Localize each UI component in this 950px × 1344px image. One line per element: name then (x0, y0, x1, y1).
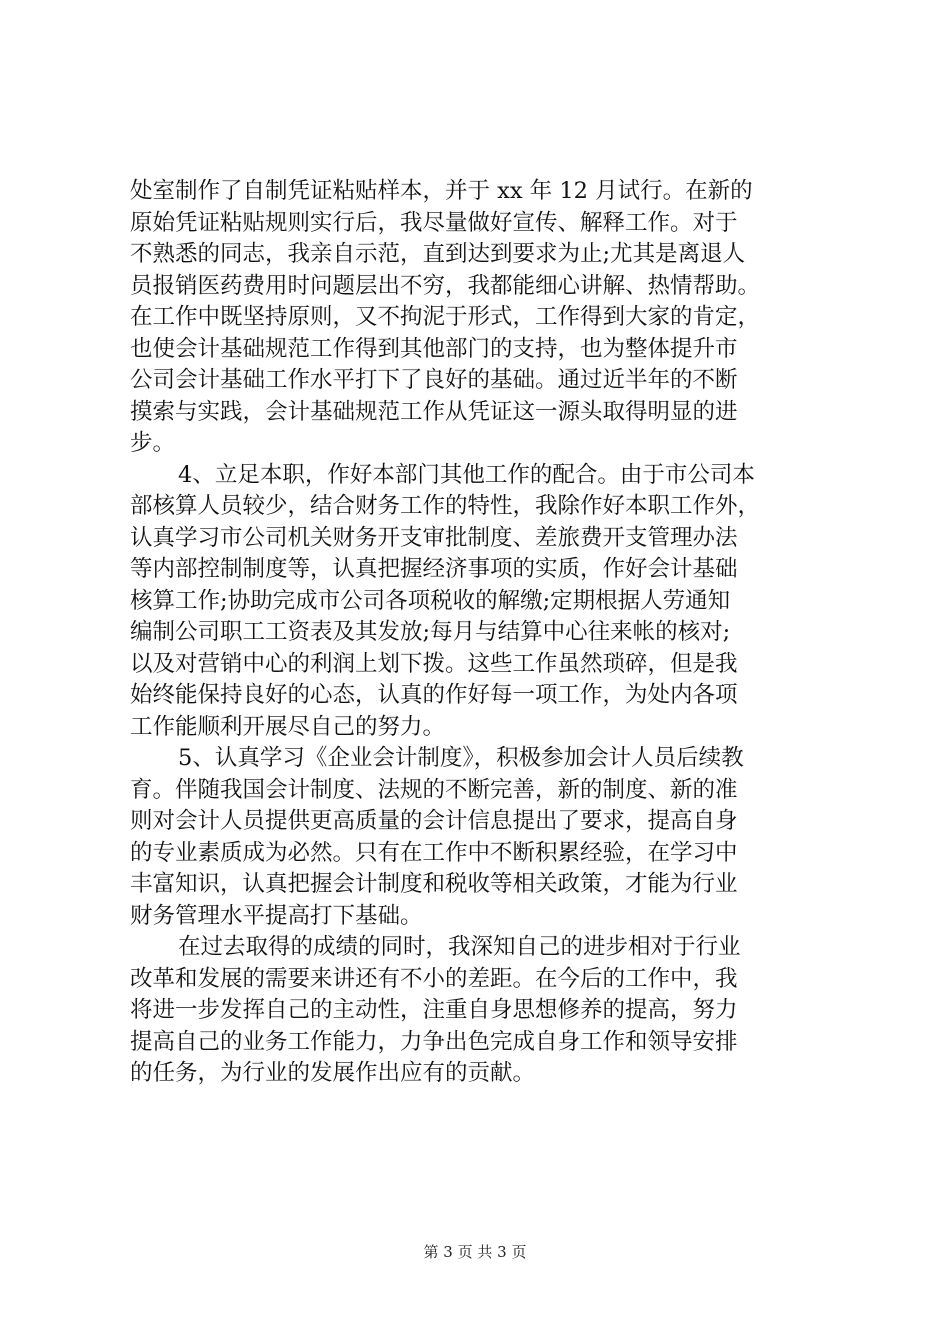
text-line: 丰富知识，认真把握会计制度和税收等相关政策，才能为行业 (130, 871, 738, 897)
text-line: 等内部控制制度等，认真把握经济事项的实质，作好会计基础 (130, 556, 738, 582)
text-line: 步。 (130, 430, 176, 456)
text-line: 则对会计人员提供更高质量的会计信息提出了要求，提高自身 (130, 808, 738, 834)
text-line: 不熟悉的同志，我亲自示范，直到达到要求为止;尤其是离退人 (130, 241, 746, 267)
text-line: 育。伴随我国会计制度、法规的不断完善，新的制度、新的准 (130, 776, 738, 803)
page-footer: 第 3 页 共 3 页 (423, 1243, 527, 1261)
text-line: 的任务，为行业的发展作出应有的贡献。 (130, 1060, 536, 1086)
text-line: 始终能保持良好的心态，认真的作好每一项工作，为处内各项 (130, 682, 738, 708)
text-line: 将进一步发挥自己的主动性，注重自身思想修养的提高，努力 (130, 997, 738, 1023)
text-line: 财务管理水平提高打下基础。 (130, 902, 423, 929)
text-line: 提高自己的业务工作能力，力争出色完成自身工作和领导安排 (130, 1028, 738, 1055)
text-line: 编制公司职工工资表及其发放;每月与结算中心往来帐的核对; (130, 619, 731, 645)
text-line: 原始凭证粘贴规则实行后，我尽量做好宣传、解释工作。对于 (130, 209, 738, 236)
text-line: 4、立足本职，作好本部门其他工作的配合。由于市公司本 (178, 461, 755, 488)
text-line: 认真学习市公司机关财务开支审批制度、差旅费开支管理办法 (130, 524, 738, 551)
text-line: 5、认真学习《企业会计制度》，积极参加会计人员后续教 (178, 745, 744, 771)
text-line: 以及对营销中心的利润上划下拨。这些工作虽然琐碎，但是我 (130, 650, 738, 677)
text-line: 的专业素质成为必然。只有在工作中不断积累经验，在学习中 (130, 839, 738, 866)
text-line: 也使会计基础规范工作得到其他部门的支持，也为整体提升市 (130, 335, 738, 362)
text-line: 在过去取得的成绩的同时，我深知自己的进步相对于行业 (178, 934, 741, 960)
text-line: 核算工作;协助完成市公司各项税收的解缴;定期根据人劳通知 (130, 587, 731, 614)
text-line: 摸索与实践，会计基础规范工作从凭证这一源头取得明显的进 (130, 398, 738, 425)
document-body (130, 176, 830, 1090)
text-line: 部核算人员较少，结合财务工作的特性，我除作好本职工作外， (130, 493, 761, 519)
text-line: 在工作中既坚持原则，又不拘泥于形式，工作得到大家的肯定， (130, 304, 761, 330)
text-line: 处室制作了自制凭证粘贴样本，并于 xx 年 12 月试行。在新的 (130, 178, 753, 204)
text-line: 员报销医药费用时问题层出不穷，我都能细心讲解、热情帮助。 (130, 272, 761, 299)
text-line: 工作能顺利开展尽自己的努力。 (130, 713, 446, 740)
text-line: 公司会计基础工作水平打下了良好的基础。通过近半年的不断 (130, 367, 738, 393)
text-line: 改革和发展的需要来讲还有不小的差距。在今后的工作中，我 (130, 965, 738, 992)
